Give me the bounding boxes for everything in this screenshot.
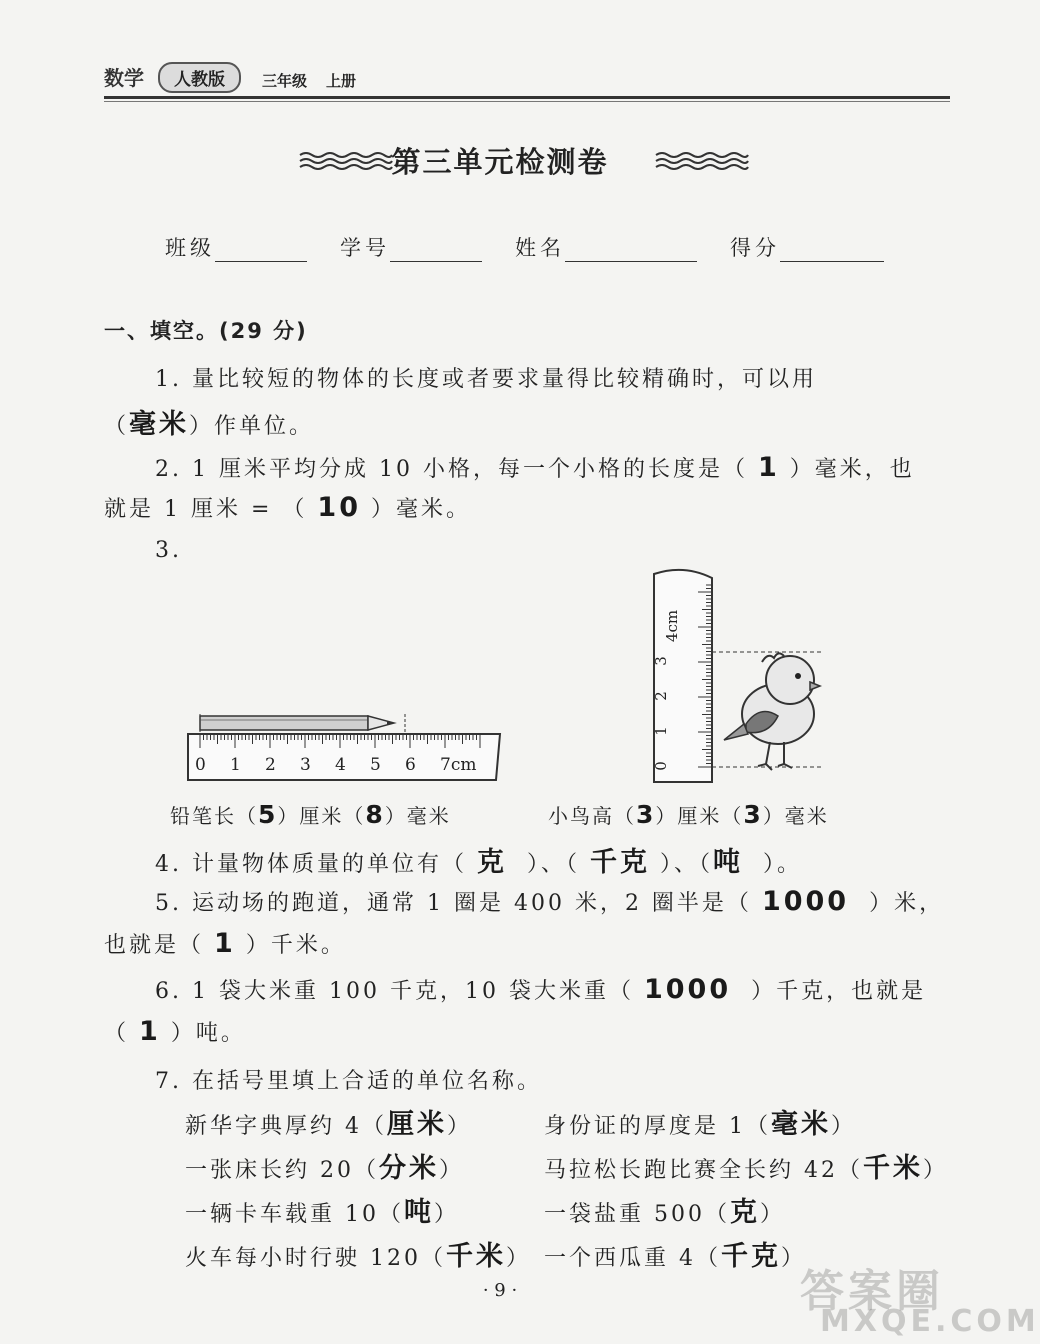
- q7-item-answer: 千米: [863, 1153, 923, 1184]
- pencil-caption-text-3: ）毫米: [384, 804, 451, 828]
- q4-line: [155, 840, 802, 879]
- q6-answer-1: 1000: [643, 974, 732, 1005]
- ruler-tick-label: 3: [300, 755, 311, 775]
- bird-caption-text-1: 小鸟高（: [548, 804, 636, 828]
- q4-text-4: ）。: [763, 852, 803, 877]
- q7-item-close: ）: [506, 1246, 532, 1271]
- class-blank[interactable]: [215, 241, 307, 262]
- vertical-ruler-tick-label: 4cm: [663, 609, 682, 643]
- pencil-caption: [170, 800, 451, 829]
- number-label: 学号: [340, 236, 390, 260]
- q7-item: [544, 1190, 785, 1229]
- q7-item-answer: 毫米: [771, 1109, 831, 1140]
- q7-item-text: 新华字典厚约 4（: [185, 1114, 387, 1139]
- q5-text-4: ）千米。: [245, 933, 346, 958]
- ruler-tick-label: 1: [230, 755, 241, 775]
- q1-open: （: [104, 414, 130, 439]
- q2-text-4: ）毫米。: [370, 497, 471, 522]
- q6-text-4: ）吨。: [170, 1021, 246, 1046]
- ruler-tick-label: 0: [195, 755, 206, 775]
- pencil-ruler-figure: [184, 712, 514, 788]
- q2-answer-1: 1: [757, 452, 780, 483]
- q7-item-text: 一辆卡车载重 10（: [185, 1202, 404, 1227]
- number-blank[interactable]: [390, 241, 482, 262]
- q5-answer-1: 1000: [761, 886, 850, 917]
- q7-item-close: ）: [447, 1114, 473, 1139]
- q7-item-text: 一袋盐重 500（: [544, 1202, 730, 1227]
- vertical-ruler-tick-label: 1: [651, 726, 670, 736]
- bird-caption-text-2: ）厘米（: [655, 804, 744, 828]
- watermark-url: MXQE.COM: [820, 1304, 1040, 1339]
- q7-item: [185, 1146, 464, 1185]
- q4-answer-3: 吨: [713, 847, 744, 878]
- title-wave-right-icon: [656, 150, 748, 172]
- q7-item-answer: 分米: [379, 1153, 439, 1184]
- bird-ruler-figure: [650, 564, 830, 786]
- vertical-ruler-tick-label: 3: [651, 656, 670, 666]
- q6-text-3: （: [104, 1021, 130, 1046]
- q7-item-text: 火车每小时行驶 120（: [185, 1246, 446, 1271]
- header-divider: [104, 96, 950, 99]
- q7-item: [185, 1190, 459, 1229]
- q7-item-close: ）: [434, 1202, 460, 1227]
- q1-close: ）作单位。: [189, 414, 315, 439]
- q4-text-3: ）、（: [660, 852, 714, 877]
- q7-item-answer: 吨: [404, 1197, 434, 1228]
- q1-answer: 毫米: [129, 409, 190, 440]
- header-divider-thin: [104, 101, 950, 102]
- class-field: [165, 232, 307, 262]
- vertical-ruler-icon: [651, 570, 712, 782]
- q7-item-answer: 千克: [721, 1241, 781, 1272]
- pencil-caption-text-1: 铅笔长（: [170, 804, 258, 828]
- bird-mm-answer: 3: [743, 800, 763, 829]
- q7-item: [185, 1102, 472, 1141]
- vertical-ruler-tick-label: 0: [651, 761, 670, 771]
- q7-item-text: 一个西瓜重 4（: [544, 1246, 721, 1271]
- q6-line2: [104, 1016, 246, 1047]
- name-label: 姓名: [515, 236, 565, 260]
- q4-answer-1: 克: [476, 847, 507, 878]
- q7-item: [185, 1234, 531, 1273]
- q7-item: [544, 1102, 856, 1141]
- header-subject: 数学: [104, 66, 144, 90]
- q2-text-2: ）毫米，也: [789, 457, 915, 482]
- q7-item-close: ）: [760, 1202, 786, 1227]
- q4-text-1: 4. 计量物体质量的单位有（: [155, 852, 467, 877]
- q7-prompt: 7. 在括号里填上合适的单位名称。: [155, 1069, 542, 1094]
- q2-text-1: 2. 1 厘米平均分成 10 小格，每一个小格的长度是（: [155, 457, 748, 482]
- watermark-logo: 答案圈: [800, 1266, 944, 1317]
- q7-item-text: 一张床长约 20（: [185, 1158, 379, 1183]
- q2-line2: [104, 492, 471, 523]
- q5-answer-2: 1: [214, 928, 236, 959]
- q7-item-close: ）: [923, 1158, 949, 1183]
- number-field: [340, 232, 482, 262]
- bird-caption-text-3: ）毫米: [762, 804, 829, 828]
- vertical-ruler-tick-label: 2: [651, 691, 670, 701]
- q7-item: [544, 1234, 806, 1273]
- ruler-tick-label: 5: [370, 755, 381, 775]
- bird-icon: [712, 652, 822, 770]
- q4-answer-2: 千克: [590, 847, 650, 878]
- header-grade: 三年级: [262, 72, 308, 90]
- q7-item-answer: 厘米: [387, 1109, 447, 1140]
- bird-caption: [548, 800, 829, 829]
- q7-item-answer: 千米: [446, 1241, 506, 1272]
- ruler-tick-label: 2: [265, 755, 276, 775]
- q1-line2: [104, 402, 314, 441]
- q5-line1: [155, 886, 944, 917]
- name-field: [515, 232, 697, 262]
- section-heading: 一、填空。(29 分): [104, 319, 308, 343]
- header-edition-badge: 人教版: [158, 62, 241, 93]
- ruler-tick-label: 6: [405, 755, 416, 775]
- q7-item: [544, 1146, 948, 1185]
- q6-line1: [155, 974, 926, 1005]
- ruler-tick-label: 4: [335, 755, 346, 775]
- pencil-icon: [200, 714, 405, 734]
- q7-item-close: ）: [439, 1158, 465, 1183]
- score-blank[interactable]: [780, 241, 884, 262]
- q2-answer-2: 10: [317, 492, 361, 523]
- q7-item-text: 身份证的厚度是 1（: [544, 1114, 771, 1139]
- q2-text-3: 就是 1 厘米 = （: [104, 497, 308, 522]
- page-number: · 9 ·: [482, 1280, 518, 1301]
- page-title: 第三单元检测卷: [391, 145, 609, 179]
- q6-text-1: 6. 1 袋大米重 100 千克，10 袋大米重（: [155, 979, 634, 1004]
- q2-line1: [155, 452, 915, 483]
- q5-text-1: 5. 运动场的跑道，通常 1 圈是 400 米，2 圈半是（: [155, 891, 752, 916]
- q6-answer-2: 1: [139, 1016, 161, 1047]
- q3-number: 3.: [155, 538, 182, 563]
- q5-line2: [104, 928, 346, 959]
- q6-text-2: ）千克，也就是: [751, 979, 927, 1004]
- score-field: [730, 232, 884, 262]
- score-label: 得分: [730, 236, 780, 260]
- q7-item-answer: 克: [730, 1197, 760, 1228]
- pencil-cm-answer: 5: [258, 800, 278, 829]
- q4-text-2: ）、（: [526, 852, 580, 877]
- q7-item-text: 马拉松长跑比赛全长约 42（: [544, 1158, 863, 1183]
- class-label: 班级: [165, 236, 215, 260]
- name-blank[interactable]: [565, 241, 697, 262]
- q7-item-close: ）: [781, 1246, 807, 1271]
- q5-text-3: 也就是（: [104, 933, 205, 958]
- q1-line1: 1. 量比较短的物体的长度或者要求量得比较精确时，可以用: [155, 367, 817, 392]
- pencil-caption-text-2: ）厘米（: [277, 804, 366, 828]
- bird-cm-answer: 3: [636, 800, 656, 829]
- header-term: 上册: [326, 72, 357, 90]
- pencil-mm-answer: 8: [365, 800, 385, 829]
- q5-text-2: ）米，: [869, 891, 945, 916]
- ruler-tick-label: 7cm: [440, 755, 477, 775]
- q7-item-close: ）: [831, 1114, 857, 1139]
